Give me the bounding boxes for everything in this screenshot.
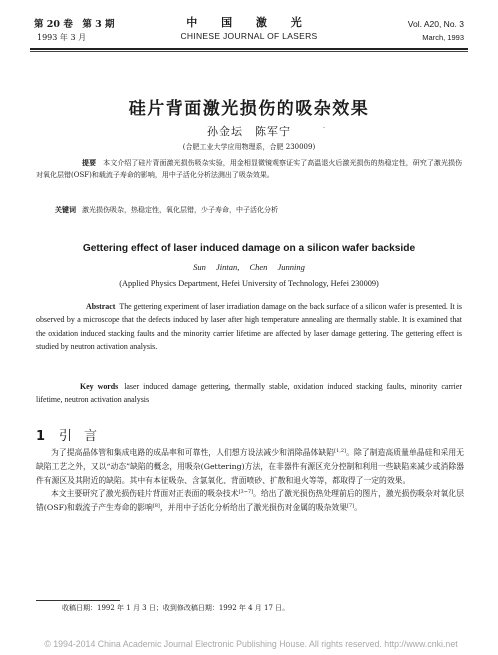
stray-mark: ·	[323, 125, 325, 132]
section-title: 引言	[59, 429, 110, 444]
header-rule-thin	[30, 51, 468, 52]
volume-issue: 第 20 卷 第 3 期	[34, 19, 115, 30]
abstract-text-en: The gettering experiment of laser irradiation damage on the back surface of a silicon wafer is presented. It is observed by a microscope that the defects induced by laser after high temperature annealing are thermally stable. It is examined that the oxidation induced stacking faults and the minority carrier lifetime are affected by laser damage gettering. The gettering effect is studied by neutron activation analysis.	[36, 302, 462, 352]
citation: [7]	[347, 503, 355, 510]
issue-date-en: March, 1993	[422, 33, 464, 42]
keywords-label-en: Key words	[80, 382, 119, 391]
article-title-cn: 硅片背面激光损伤的吸杂效果	[128, 99, 370, 119]
section-heading	[36, 425, 109, 444]
keywords-en	[36, 380, 462, 407]
received-date-footnote: 收稿日期：1992 年 1 月 3 日；收到修改稿日期：1992 年 4 月 17 日。	[62, 604, 290, 612]
section-body	[36, 446, 464, 515]
affiliation-cn: (合肥工业大学应用物理系，合肥 230009)	[182, 143, 316, 151]
authors-cn: 孙金坛 陈军宁	[207, 125, 291, 138]
abstract-en	[36, 300, 462, 354]
abstract-text-cn: 本文介绍了硅片背面激光损伤吸杂实验，用金相显微镜观察证实了高温退火后激光损伤的热稳定性，研究了激光损伤对氧化层错(OSF)和载流子寿命的影响，用中子活化分析法测出了吸杂效果。	[36, 159, 463, 179]
keywords-cn	[36, 205, 462, 216]
citation: [3~7]	[238, 489, 254, 496]
affiliation-en: (Applied Physics Department, Hefei University of Technology, Hefei 230009)	[119, 279, 379, 288]
citation: [1,2]	[334, 448, 347, 454]
paragraph-1	[36, 446, 464, 487]
abstract-label-cn: 提要	[82, 159, 97, 167]
abstract-cn	[36, 158, 462, 181]
keywords-label-cn: 关键词	[55, 206, 76, 214]
header-right	[408, 18, 464, 44]
para1-text-b: 。除了制造高质量单晶硅和采用无缺陷工艺之外，又以“动态”缺陷的概念，用吸杂(Gettering)方法，在非器件有源区充分控制和利用一些缺陷来减少或消除器件有源区及其附近的缺陷。其中有本征吸杂、含氯氧化、背面喷砂、扩散和退火等等，都取得了一定的效果。	[36, 448, 464, 485]
paragraph-2	[36, 487, 464, 515]
para2-text-b: 。给出了激光损伤热处理前后的图片，激光损伤吸杂对氧化层错(OSF)和载流子产生寿命的影响	[36, 489, 465, 513]
para2-text-c: ，并用中子活化分析给出了激光损伤对金属的吸杂效果	[159, 503, 348, 513]
journal-name-en: CHINESE JOURNAL OF LASERS	[180, 31, 318, 41]
header-rule-thick	[30, 48, 468, 50]
para2-text-d: 。	[354, 503, 362, 513]
volume-issue-en: Vol. A20, No. 3	[407, 19, 464, 29]
section-number: 1	[36, 429, 46, 444]
article-title-en: Gettering effect of laser induced damage on a silicon wafer backside	[82, 243, 416, 254]
header-left	[34, 18, 115, 44]
citation: [8]	[152, 503, 160, 510]
issue-date-cn: 1993 年 3 月	[37, 33, 87, 42]
para1-text-a: 为了提高晶体管和集成电路的成品率和可靠性，人们想方设法减少和消除晶体缺陷	[51, 448, 335, 457]
para2-text-a: 本文主要研究了激光损伤硅片背面对正表面的吸杂技术	[51, 489, 239, 499]
header-center	[135, 16, 363, 42]
keywords-text-cn: 激光损伤吸杂，热稳定性，氧化层错，少子寿命，中子活化分析	[82, 206, 278, 214]
copyright-watermark: © 1994-2014 China Academic Journal Electronic Publishing House. All rights reserved. http://www.cnki.net	[44, 639, 458, 649]
journal-name-cn: 中 国 激 光	[186, 16, 312, 29]
abstract-label-en: Abstract	[86, 302, 116, 311]
authors-en: Sun Jintan, Chen Junning	[193, 262, 305, 272]
footnote-rule	[36, 600, 120, 601]
keywords-text-en: laser induced damage gettering, thermally stable, oxidation induced stacking faults, minority carrier lifetime, neutron activation analysis	[36, 382, 462, 405]
